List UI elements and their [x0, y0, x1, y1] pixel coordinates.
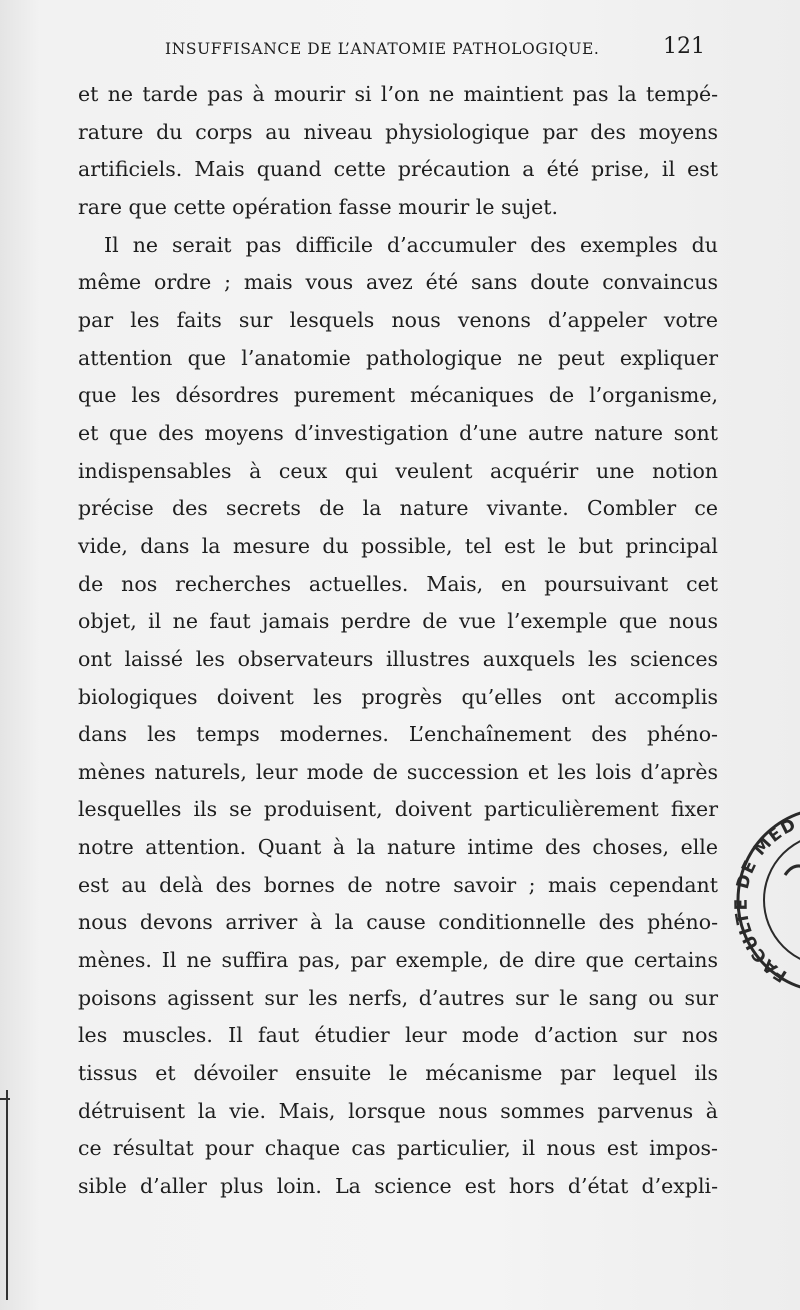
library-stamp	[730, 795, 800, 1005]
text-line: mènes naturels, leur mode de succession et les lois d’après	[78, 759, 718, 784]
text-line: nous devons arriver à la cause conditionnelle des phéno-	[78, 910, 718, 935]
text-line: objet, il ne faut jamais perdre de vue l’exemple que nous	[78, 609, 718, 634]
text-line: est au delà des bornes de notre savoir ; mais cependant	[78, 872, 718, 897]
text-line: rature du corps au niveau physiologique par des moyens	[78, 119, 718, 144]
text-line: mènes. Il ne suffira pas, par exemple, de dire que certains	[78, 948, 718, 973]
text-line: de nos recherches actuelles. Mais, en poursuivant cet	[78, 571, 718, 596]
text-line: tissus et dévoiler ensuite le mécanisme par lequel ils	[78, 1061, 718, 1086]
text-line: attention que l’anatomie pathologique ne peut expliquer	[78, 345, 718, 370]
text-line: détruisent la vie. Mais, lorsque nous sommes parvenus à	[78, 1098, 718, 1123]
text-line: poisons agissent sur les nerfs, d’autres sur le sang ou sur	[78, 985, 718, 1010]
paragraph-end-line: rare que cette opération fasse mourir le sujet.	[78, 194, 558, 219]
page-edge-mark	[6, 1090, 8, 1300]
page-number: 121	[663, 34, 705, 59]
text-line: indispensables à ceux qui veulent acquérir une notion	[78, 458, 718, 483]
body-text	[78, 76, 718, 1206]
text-line: dans les temps modernes. L’enchaînement des phéno-	[78, 722, 718, 747]
text-line: et ne tarde pas à mourir si l’on ne maintient pas la tempé-	[78, 82, 718, 106]
text-line: précise des secrets de la nature vivante. Combler ce	[78, 496, 718, 521]
paragraph-start-line: Il ne serait pas difficile d’accumuler des exemples du	[104, 232, 718, 257]
text-line: artificiels. Mais quand cette précaution a été prise, il est	[78, 157, 718, 182]
text-line: et que des moyens d’investigation d’une autre nature sont	[78, 420, 718, 445]
text-line: par les faits sur lesquels nous venons d’appeler votre	[78, 307, 718, 332]
running-head	[165, 36, 705, 60]
stamp-figure-icon	[785, 866, 800, 950]
stamp-text: FACULTE DE MED	[731, 814, 800, 986]
text-line: biologiques doivent les progrès qu’elles ont accomplis	[78, 684, 718, 709]
running-title: INSUFFISANCE DE L’ANATOMIE PATHOLOGIQUE.	[165, 40, 600, 58]
text-line: que les désordres purement mécaniques de l’organisme,	[78, 383, 718, 408]
text-line: les muscles. Il faut étudier leur mode d’action sur nos	[78, 1023, 718, 1048]
text-line: sible d’aller plus loin. La science est hors d’état d’expli-	[78, 1174, 718, 1199]
text-line: vide, dans la mesure du possible, tel est le but principal	[78, 533, 718, 558]
text-line: lesquelles ils se produisent, doivent particulièrement fixer	[78, 797, 718, 822]
text-line: ont laissé les observateurs illustres auxquels les sciences	[78, 646, 718, 671]
text-line: notre attention. Quant à la nature intime des choses, elle	[78, 835, 718, 860]
text-line: même ordre ; mais vous avez été sans doute convaincus	[78, 270, 718, 295]
text-line: ce résultat pour chaque cas particulier, il nous est impos-	[78, 1136, 718, 1161]
page-edge-mark	[0, 1098, 10, 1100]
